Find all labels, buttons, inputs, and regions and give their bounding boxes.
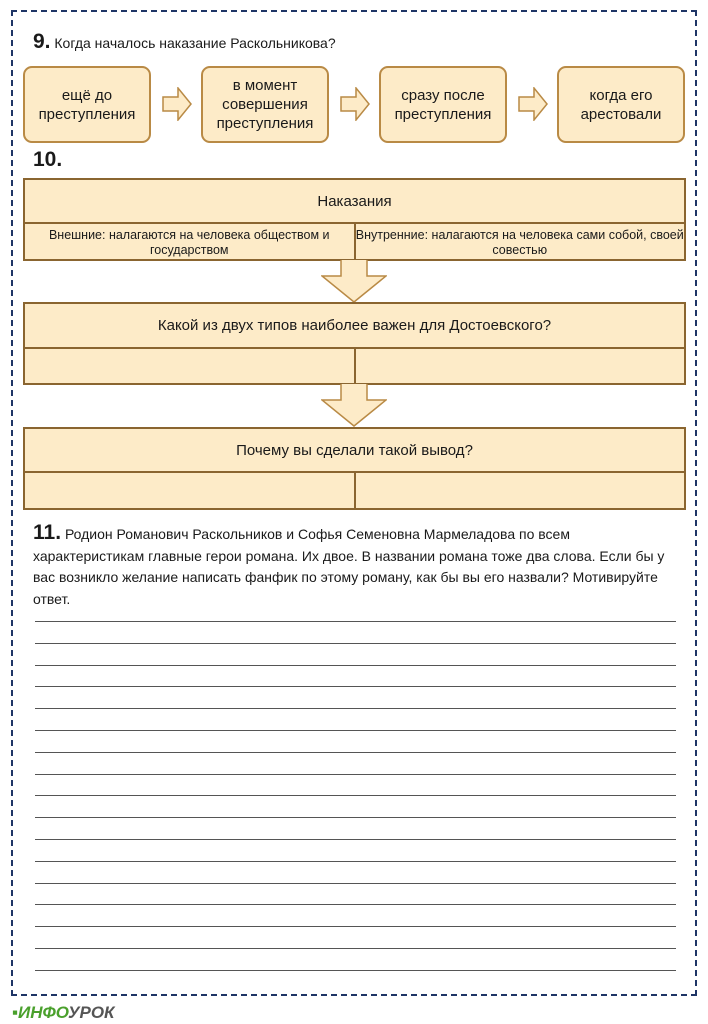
answer-line[interactable]: [35, 686, 676, 687]
answer-line[interactable]: [35, 948, 676, 949]
answer-cell[interactable]: [25, 349, 356, 385]
internal-cell: Внутренние: налагаются на человека сами собой, своей совестью: [355, 227, 684, 257]
option-box[interactable]: [557, 66, 685, 143]
option-box[interactable]: [23, 66, 151, 143]
down-arrow-icon: [321, 260, 387, 303]
question-number: 9.: [33, 30, 51, 53]
option-label: ещё до преступления: [38, 86, 136, 123]
answer-line[interactable]: [35, 643, 676, 644]
option-label: в момент совершения преступления: [216, 77, 314, 132]
answer-line[interactable]: [35, 839, 676, 840]
answer-line[interactable]: [35, 861, 676, 862]
question-10: [33, 148, 62, 172]
answer-line[interactable]: [35, 926, 676, 927]
table-header: Наказания: [25, 180, 684, 224]
infourok-logo: ▪ИНФОУРОК: [12, 1003, 115, 1022]
table-header: Какой из двух типов наиболее важен для Достоевского?: [25, 304, 684, 349]
right-arrow-icon: [340, 87, 370, 121]
answer-line[interactable]: [35, 708, 676, 709]
question-number: 11.: [33, 521, 62, 544]
answer-line[interactable]: [35, 730, 676, 731]
option-label: сразу после преступления: [394, 86, 492, 123]
answer-line[interactable]: [35, 904, 676, 905]
conclusion-table: [23, 427, 686, 510]
external-cell: Внешние: налагаются на человека обществом и государством: [25, 224, 356, 261]
option-box[interactable]: [379, 66, 507, 143]
punishments-table: [23, 178, 686, 261]
answer-line[interactable]: [35, 970, 676, 971]
answer-cell[interactable]: [25, 473, 356, 510]
answer-line[interactable]: [35, 795, 676, 796]
question-11: [33, 522, 673, 610]
question-number: 10.: [33, 148, 63, 171]
right-arrow-icon: [162, 87, 192, 121]
question-9: [33, 30, 336, 54]
importance-table: [23, 302, 686, 385]
answer-line[interactable]: [35, 665, 676, 666]
answer-cell[interactable]: [356, 349, 685, 385]
answer-line[interactable]: [35, 621, 676, 622]
option-label: когда его арестовали: [580, 86, 662, 123]
question-text: Когда началось наказание Раскольникова?: [54, 35, 336, 51]
answer-cell[interactable]: [356, 473, 685, 510]
question-text: Родион Романович Раскольников и Софья Семеновна Мармеладова по всем характеристикам главные герои романа. Их двое. В названии романа тоже два слова. Если бы у вас возникло желание написать фанфик по этому роману, как бы вы его назвали? Мотивируйте ответ.: [33, 526, 665, 607]
answer-line[interactable]: [35, 752, 676, 753]
right-arrow-icon: [518, 87, 548, 121]
answer-line[interactable]: [35, 883, 676, 884]
answer-line[interactable]: [35, 774, 676, 775]
answer-line[interactable]: [35, 817, 676, 818]
table-header: Почему вы сделали такой вывод?: [25, 429, 684, 473]
down-arrow-icon: [321, 384, 387, 427]
option-box[interactable]: [201, 66, 329, 143]
